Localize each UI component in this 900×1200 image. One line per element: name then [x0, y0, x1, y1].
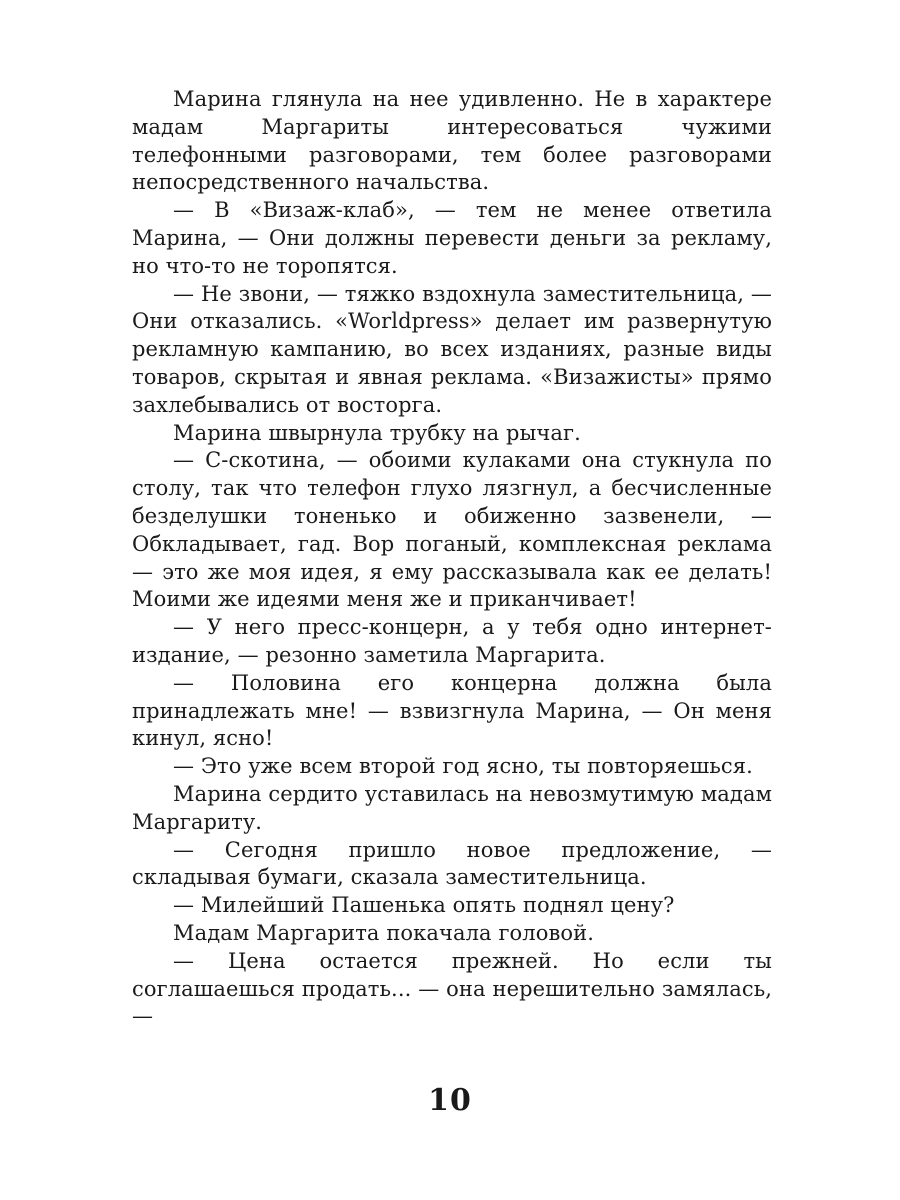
paragraph: Марина глянула на нее удивленно. Не в характере мадам Маргариты интересоваться чужими телефонными разговорами, тем более разговорами непосредственного начальства. [132, 87, 772, 195]
paragraph: — Это уже всем второй год ясно, ты повторяешься. [173, 754, 753, 779]
paragraph: — С-скотина, — обоими кулаками она стукнула по столу, так что телефон глухо лязгнул, а бесчисленные безделушки тоненько и обиженно зазвенели, — Обкладывает, гад. Вор поганый, комплексная реклама — это же моя идея, я ему рассказывала как ее делать! Моими же идеями меня же и приканчивает! [132, 448, 772, 612]
page-number: 10 [428, 1083, 472, 1118]
paragraph: Мадам Маргарита покачала головой. [173, 920, 595, 945]
paragraph: — В «Визаж-клаб», — тем не менее ответила Марина, — Они должны перевести деньги за рекламу, но что-то не торопятся. [132, 198, 772, 278]
paragraph: Марина сердито уставилась на невозмутимую мадам Маргариту. [132, 781, 772, 834]
paragraph: — Милейший Пашенька опять поднял цену? [173, 893, 675, 918]
paragraph: — У него пресс-концерн, а у тебя одно интернет-издание, — резонно заметила Маргарита. [132, 615, 772, 667]
paragraph: Марина швырнула трубку на рычаг. [173, 420, 581, 445]
paragraph: — Половина его концерна должна была принадлежать мне! — взвизгнула Марина, — Он меня кинул, ясно! [132, 670, 772, 751]
paragraph: — Сегодня пришло новое предложение, — складывая бумаги, сказала заместительница. [132, 837, 772, 890]
paragraph: — Цена остается прежней. Но если ты соглашаешься продать... — она нерешительно замялась, — [132, 948, 772, 1029]
paragraph: — Не звони, — тяжко вздохнула заместительница, — Они отказались. «Worldpress» делает им развернутую рекламную кампанию, во всех изданиях, разные виды товаров, скрытая и явная реклама. «Визажисты» прямо захлебывались от восторга. [132, 281, 772, 417]
body-text [132, 86, 772, 1031]
